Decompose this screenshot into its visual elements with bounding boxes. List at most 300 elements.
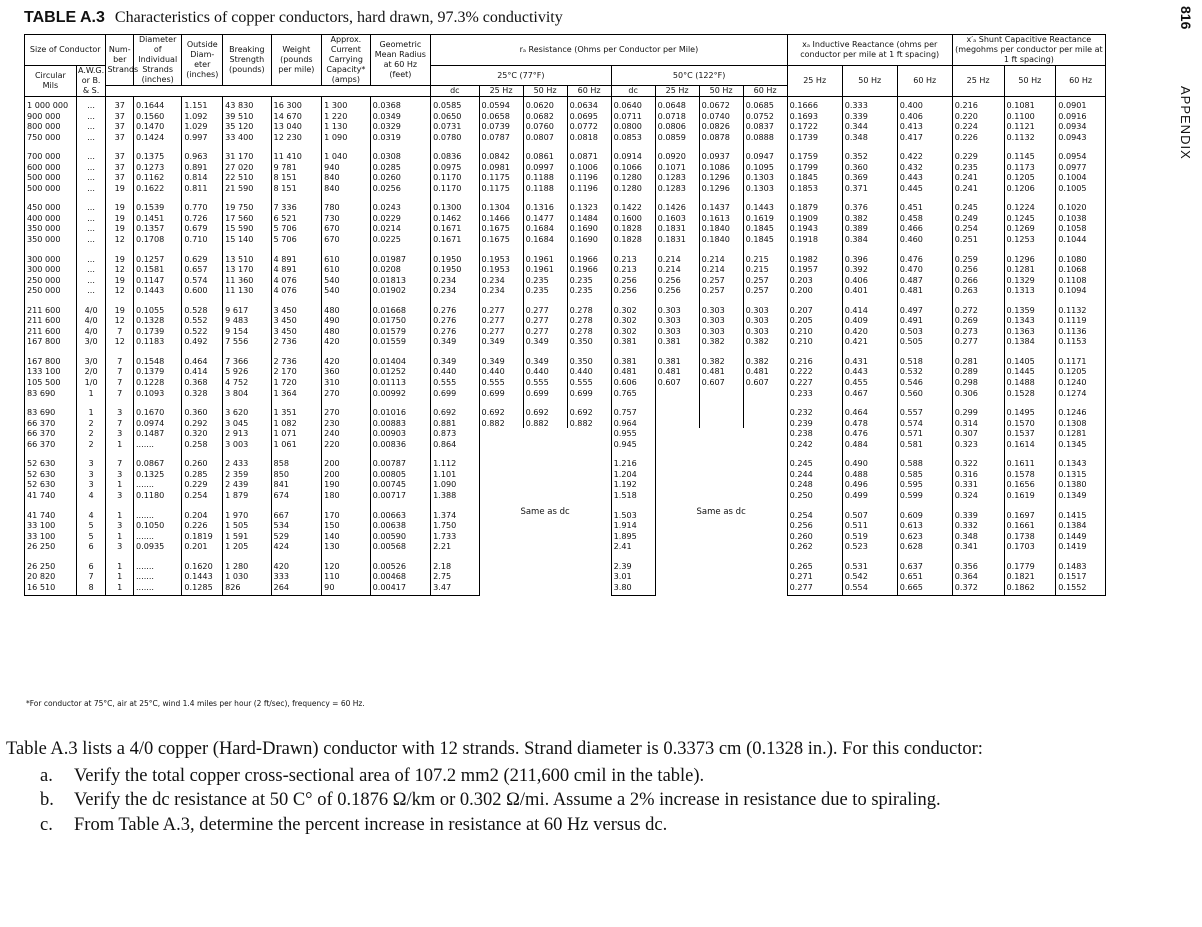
table-cell: 0.364	[952, 571, 1004, 582]
table-cell: 1 351	[271, 398, 322, 418]
table-cell: 0.1862	[1004, 582, 1056, 596]
table-cell: 0.00836	[370, 439, 431, 450]
table-cell: 0.210	[787, 326, 842, 337]
table-cell: 0.1196	[567, 183, 611, 194]
table-cell	[743, 418, 787, 429]
table-cell: 0.00805	[370, 469, 431, 480]
table-cell: 37	[106, 121, 134, 132]
table-cell: 6	[76, 541, 106, 552]
table-row	[25, 428, 1106, 439]
table-cell: 7	[106, 388, 134, 399]
table-cell: 2.75	[431, 571, 479, 582]
table-cell: 3	[106, 469, 134, 480]
table-cell: 1.090	[431, 479, 479, 490]
table-cell: 0.629	[182, 245, 223, 265]
header-xa-50hz: 50 Hz	[842, 66, 897, 97]
table-cell: 0.1845	[743, 223, 787, 234]
table-row	[25, 142, 1106, 162]
table-cell: 0.1443	[743, 193, 787, 213]
table-cell: 0.1316	[523, 193, 567, 213]
table-cell: 0.1703	[1004, 541, 1056, 552]
table-cell: 19	[106, 296, 134, 316]
table-cell: 0.0914	[611, 142, 655, 162]
header-25c-60hz: 60 Hz	[567, 86, 611, 97]
table-cell: 0.349	[523, 347, 567, 367]
table-cell: 0.1253	[1004, 234, 1056, 245]
table-cell: 0.269	[952, 315, 1004, 326]
table-cell: ...	[76, 193, 106, 213]
table-cell: 480	[322, 326, 370, 337]
table-cell: 0.215	[743, 264, 787, 275]
table-cell: 0.1675	[479, 234, 523, 245]
table-cell: 2	[76, 418, 106, 429]
table-cell: 1	[106, 552, 134, 572]
table-cell: 0.1308	[1056, 418, 1106, 429]
table-cell: 0.277	[479, 315, 523, 326]
table-cell: 11 360	[223, 275, 271, 286]
table-cell: 250 000	[25, 275, 77, 286]
table-cell: 0.01113	[370, 377, 431, 388]
table-cell: 0.765	[611, 388, 655, 399]
table-cell: 0.1171	[1056, 347, 1106, 367]
table-cell: 0.401	[842, 285, 897, 296]
table-cell: 7 366	[223, 347, 271, 367]
table-row	[25, 285, 1106, 296]
problem-list	[6, 765, 1166, 837]
section-label: APPENDIX	[1178, 86, 1193, 160]
table-cell: 0.1343	[1004, 315, 1056, 326]
table-cell: 211 600	[25, 296, 77, 316]
table-cell: 0.1020	[1056, 193, 1106, 213]
table-cell: 0.1759	[787, 142, 842, 162]
table-cell: 0.1153	[1056, 336, 1106, 347]
table-row	[25, 111, 1106, 122]
table-cell: 0.1961	[523, 264, 567, 275]
table-cell: .......	[133, 439, 181, 450]
table-cell: 0.277	[787, 582, 842, 596]
table-cell: 0.1205	[1056, 366, 1106, 377]
header-50c-50hz: 50 Hz	[699, 86, 743, 97]
table-cell: 167 800	[25, 336, 77, 347]
table-cell: 0.1560	[133, 111, 181, 122]
table-cell: 0.460	[897, 234, 952, 245]
table-cell: 0.0640	[611, 97, 655, 111]
table-cell: 1 300	[322, 97, 370, 111]
table-cell: 0.0787	[479, 132, 523, 143]
table-cell: 0.00638	[370, 520, 431, 531]
table-cell: ...	[76, 285, 106, 296]
table-cell: 0.1578	[1004, 469, 1056, 480]
table-cell: 0.0853	[611, 132, 655, 143]
table-cell: 0.226	[952, 132, 1004, 143]
table-cell: 0.0672	[699, 97, 743, 111]
table-cell: 0.277	[523, 326, 567, 337]
table-cell: 0.692	[567, 398, 611, 418]
table-cell: 0.665	[897, 582, 952, 596]
table-cell: 0.1283	[655, 172, 699, 183]
table-cell: 0.0859	[655, 132, 699, 143]
table-cell: 534	[271, 520, 322, 531]
table-cell: 83 690	[25, 388, 77, 399]
table-cell: 1.192	[611, 479, 655, 490]
table-cell: 270	[322, 388, 370, 399]
table-cell: 4 752	[223, 377, 271, 388]
header-25c-dc: dc	[431, 86, 479, 97]
table-cell: 0.392	[842, 264, 897, 275]
table-row	[25, 388, 1106, 399]
table-cell: 0.215	[743, 245, 787, 265]
table-cell: 0.233	[787, 388, 842, 399]
table-cell: 0.0780	[431, 132, 479, 143]
table-cell: 0.298	[952, 377, 1004, 388]
table-cell	[699, 388, 743, 399]
table-cell: 3.01	[611, 571, 655, 582]
table-cell: 0.245	[952, 193, 1004, 213]
conductor-table	[24, 34, 1106, 596]
table-body	[25, 97, 1106, 596]
table-cell: 0.945	[611, 439, 655, 450]
table-cell: 0.381	[655, 336, 699, 347]
table-cell: 0.1957	[787, 264, 842, 275]
table-cell: 4	[76, 490, 106, 501]
table-cell: 0.1228	[133, 377, 181, 388]
item-text: From Table A.3, determine the percent increase in resistance at 60 Hz versus dc.	[74, 814, 668, 835]
table-cell: 0.257	[699, 285, 743, 296]
table-cell: 0.1739	[133, 326, 181, 337]
table-cell: 0.0977	[1056, 162, 1106, 173]
table-cell: 0.531	[842, 552, 897, 572]
table-cell	[699, 418, 743, 429]
problem-item	[40, 814, 1166, 837]
table-cell: 0.229	[182, 479, 223, 490]
table-cell: 3 450	[271, 315, 322, 326]
table-cell: 0.1224	[1004, 193, 1056, 213]
table-cell: 19	[106, 275, 134, 286]
table-cell: 0.1779	[1004, 552, 1056, 572]
table-cell: 0.1675	[479, 223, 523, 234]
table-cell: 0.1080	[1056, 245, 1106, 265]
table-cell: 0.523	[842, 541, 897, 552]
table-cell: 0.0888	[743, 132, 787, 143]
table-cell: 3	[106, 541, 134, 552]
table-cell: 0.260	[787, 531, 842, 542]
table-cell: 0.1132	[1056, 296, 1106, 316]
table-cell: 0.00468	[370, 571, 431, 582]
table-cell: 0.492	[182, 336, 223, 347]
table-cell: 0.1119	[1056, 315, 1106, 326]
table-cell: 0.1108	[1056, 275, 1106, 286]
table-cell: 0.256	[787, 520, 842, 531]
table-cell: 0.1283	[655, 183, 699, 194]
table-cell: 3/0	[76, 336, 106, 347]
table-cell: 0.467	[842, 388, 897, 399]
table-cell: 240	[322, 428, 370, 439]
table-cell: 0.0826	[699, 121, 743, 132]
table-cell: 0.210	[787, 336, 842, 347]
table-cell: 35 120	[223, 121, 271, 132]
table-cell: 0.256	[655, 285, 699, 296]
header-50c-25hz: 25 Hz	[655, 86, 699, 97]
table-cell: 0.303	[743, 326, 787, 337]
table-cell: 230	[322, 418, 370, 429]
table-cell: 0.552	[182, 315, 223, 326]
table-cell: 7 336	[271, 193, 322, 213]
table-cell: 0.381	[611, 347, 655, 367]
table-cell: 1 205	[223, 541, 271, 552]
table-cell: 14 670	[271, 111, 322, 122]
table-cell: 3 450	[271, 326, 322, 337]
table-cell: 0.1100	[1004, 111, 1056, 122]
table-cell: 0.873	[431, 428, 479, 439]
table-cell: 9 617	[223, 296, 271, 316]
table-cell: 0.1005	[1056, 183, 1106, 194]
table-cell: 4 076	[271, 275, 322, 286]
table-cell: 0.1188	[523, 172, 567, 183]
table-cell: 0.440	[479, 366, 523, 377]
table-cell: 0.443	[842, 366, 897, 377]
table-cell: 1 040	[322, 142, 370, 162]
table-cell: 0.1443	[182, 571, 223, 582]
table-cell: 0.1205	[1004, 172, 1056, 183]
table-cell: 0.360	[842, 162, 897, 173]
table-cell: 0.1437	[699, 193, 743, 213]
table-cell: 0.1671	[431, 223, 479, 234]
table-cell: 0.289	[952, 366, 1004, 377]
table-cell: 0.0682	[523, 111, 567, 122]
table-cell: 0.487	[897, 275, 952, 286]
table-cell: 0.1175	[479, 172, 523, 183]
table-cell: 1	[106, 479, 134, 490]
table-cell: 0.546	[897, 377, 952, 388]
table-cell: 0.497	[897, 296, 952, 316]
table-cell: 0.555	[523, 377, 567, 388]
table-cell: 0.637	[897, 552, 952, 572]
table-cell: 0.0981	[479, 162, 523, 173]
table-cell: 0.245	[787, 449, 842, 469]
table-cell: 0.257	[743, 275, 787, 286]
table-cell: 0.232	[787, 398, 842, 418]
table-cell: 0.216	[787, 347, 842, 367]
table-cell: 0.278	[567, 326, 611, 337]
table-cell: 0.1329	[1004, 275, 1056, 286]
table-cell: 12	[106, 315, 134, 326]
table-cell: 4/0	[76, 296, 106, 316]
table-cell: 0.1296	[1004, 245, 1056, 265]
table-cell: 490	[322, 315, 370, 326]
table-row	[25, 213, 1106, 224]
table-cell: 66 370	[25, 428, 77, 439]
table-cell: 0.303	[699, 326, 743, 337]
table-cell: 3	[76, 469, 106, 480]
table-cell: 1	[106, 582, 134, 596]
table-cell: 1 220	[322, 111, 370, 122]
table-cell: 0.271	[787, 571, 842, 582]
table-cell: 0.1528	[1004, 388, 1056, 399]
table-cell: 0.0695	[567, 111, 611, 122]
table-cell: 1	[76, 388, 106, 399]
table-cell: 0.1570	[1004, 418, 1056, 429]
table-cell	[743, 398, 787, 418]
table-cell: 940	[322, 162, 370, 173]
table-cell: 0.1170	[431, 183, 479, 194]
table-cell: 17 560	[223, 213, 271, 224]
table-cell: 0.1068	[1056, 264, 1106, 275]
table-cell: 5 706	[271, 223, 322, 234]
table-cell: 0.1622	[133, 183, 181, 194]
table-cell: 0.518	[897, 347, 952, 367]
table-cell: 5 706	[271, 234, 322, 245]
table-cell: 16 300	[271, 97, 322, 111]
table-cell: 0.0648	[655, 97, 699, 111]
table-cell: 19	[106, 223, 134, 234]
table-cell: 1 000 000	[25, 97, 77, 111]
table-cell: 0.214	[699, 245, 743, 265]
table-cell: 674	[271, 490, 322, 501]
table-cell: 0.277	[479, 326, 523, 337]
table-cell: 33 400	[223, 132, 271, 143]
table-cell: 0.1196	[567, 172, 611, 183]
table-cell: 0.542	[842, 571, 897, 582]
table-cell: 0.651	[897, 571, 952, 582]
table-cell: 0.1315	[1056, 469, 1106, 480]
table-cell: 0.1303	[743, 183, 787, 194]
table-cell: 800 000	[25, 121, 77, 132]
table-cell: 0.303	[699, 296, 743, 316]
table-cell: 0.1188	[523, 183, 567, 194]
table-cell: 26 250	[25, 552, 77, 572]
table-cell: 0.1666	[787, 97, 842, 111]
table-cell: 140	[322, 531, 370, 542]
header-xap-60hz: 60 Hz	[1056, 66, 1106, 97]
table-cell: 0.607	[655, 377, 699, 388]
table-cell: 0.0901	[1056, 97, 1106, 111]
table-cell: 0.1304	[479, 193, 523, 213]
table-cell: 0.1495	[1004, 398, 1056, 418]
table-cell: 0.1690	[567, 223, 611, 234]
table-cell: 0.302	[611, 326, 655, 337]
table-cell: 0.420	[842, 326, 897, 337]
table-cell: 0.481	[699, 366, 743, 377]
table-cell: 0.1828	[611, 223, 655, 234]
table-cell: 0.00568	[370, 541, 431, 552]
table-cell: 0.0650	[431, 111, 479, 122]
table-cell: 0.488	[842, 469, 897, 480]
table-cell: 0.234	[479, 285, 523, 296]
table-cell: 0.229	[952, 142, 1004, 162]
table-row	[25, 315, 1106, 326]
table-cell: 0.0585	[431, 97, 479, 111]
table-cell: 3 003	[223, 439, 271, 450]
table-cell: 0.227	[787, 377, 842, 388]
table-cell: 0.306	[952, 388, 1004, 399]
table-cell: 0.00526	[370, 552, 431, 572]
table-cell: 0.214	[699, 264, 743, 275]
table-cell: 0.0947	[743, 142, 787, 162]
table-cell: 0.0807	[523, 132, 567, 143]
table-cell: 0.235	[952, 162, 1004, 173]
table-cell: 0.242	[787, 439, 842, 450]
table-cell: 0.1375	[133, 142, 181, 162]
table-cell: 0.1121	[1004, 121, 1056, 132]
table-cell: 0.349	[523, 336, 567, 347]
table-cell: 0.1162	[133, 172, 181, 183]
table-cell: 0.1462	[431, 213, 479, 224]
table-cell: 0.01252	[370, 366, 431, 377]
table-cell: 420	[271, 552, 322, 572]
table-cell: 0.213	[611, 264, 655, 275]
table-row	[25, 366, 1106, 377]
table-cell: .......	[133, 479, 181, 490]
table-cell: 0.891	[182, 162, 223, 173]
table-cell: 0.382	[743, 336, 787, 347]
table-cell: 2	[76, 439, 106, 450]
table-cell: 3	[76, 479, 106, 490]
table-cell: 0.1671	[431, 234, 479, 245]
table-cell: 12	[106, 285, 134, 296]
table-cell: 850	[271, 469, 322, 480]
table-footnote: *For conductor at 75°C, air at 25°C, wind 1.4 miles per hour (2 ft/sec), frequency = 60 Hz.	[26, 699, 365, 708]
table-cell: 11 130	[223, 285, 271, 296]
table-cell: 0.01404	[370, 347, 431, 367]
table-cell: 0.276	[431, 326, 479, 337]
table-row	[25, 296, 1106, 316]
table-cell: 0.1066	[611, 162, 655, 173]
table-cell: 0.588	[897, 449, 952, 469]
table-cell: 0.323	[952, 439, 1004, 450]
table-cell: 0.595	[897, 479, 952, 490]
table-cell: 0.00903	[370, 428, 431, 439]
table-cell: 0.0974	[133, 418, 181, 429]
table-cell: 0.417	[897, 132, 952, 143]
table-cell: 400 000	[25, 213, 77, 224]
table-cell: 1 591	[223, 531, 271, 542]
table-cell: 16 510	[25, 582, 77, 596]
table-cell: 0.285	[182, 469, 223, 480]
table-cell: 0.234	[431, 275, 479, 286]
table-cell: 5	[76, 531, 106, 542]
table-cell: 0.628	[897, 541, 952, 552]
table-cell: ...	[76, 275, 106, 286]
table-cell: 0.882	[523, 418, 567, 429]
table-cell: 66 370	[25, 418, 77, 429]
table-cell: 0.692	[431, 398, 479, 418]
table-cell: 0.258	[182, 439, 223, 450]
table-cell: 0.266	[952, 275, 1004, 286]
table-cell: 0.216	[952, 97, 1004, 111]
table-cell: 360	[322, 366, 370, 377]
table-cell: 0.699	[431, 388, 479, 399]
table-cell: 264	[271, 582, 322, 596]
table-cell: 1 030	[223, 571, 271, 582]
table-cell: 1 720	[271, 377, 322, 388]
table-cell: 0.277	[952, 336, 1004, 347]
table-cell: 0.464	[842, 398, 897, 418]
table-cell: 0.0285	[370, 162, 431, 173]
table-cell: 0.507	[842, 501, 897, 521]
table-cell: 0.0867	[133, 449, 181, 469]
table-cell: 0.1477	[523, 213, 567, 224]
table-cell: 1.216	[611, 449, 655, 469]
table-cell: 0.414	[182, 366, 223, 377]
table-cell: 0.277	[479, 296, 523, 316]
table-cell: 52 630	[25, 479, 77, 490]
table-cell: 39 510	[223, 111, 271, 122]
table-cell: 0.1819	[182, 531, 223, 542]
table-cell: 0.1038	[1056, 213, 1106, 224]
table-cell: 1.151	[182, 97, 223, 111]
table-row	[25, 193, 1106, 213]
table-cell: 0.699	[479, 388, 523, 399]
